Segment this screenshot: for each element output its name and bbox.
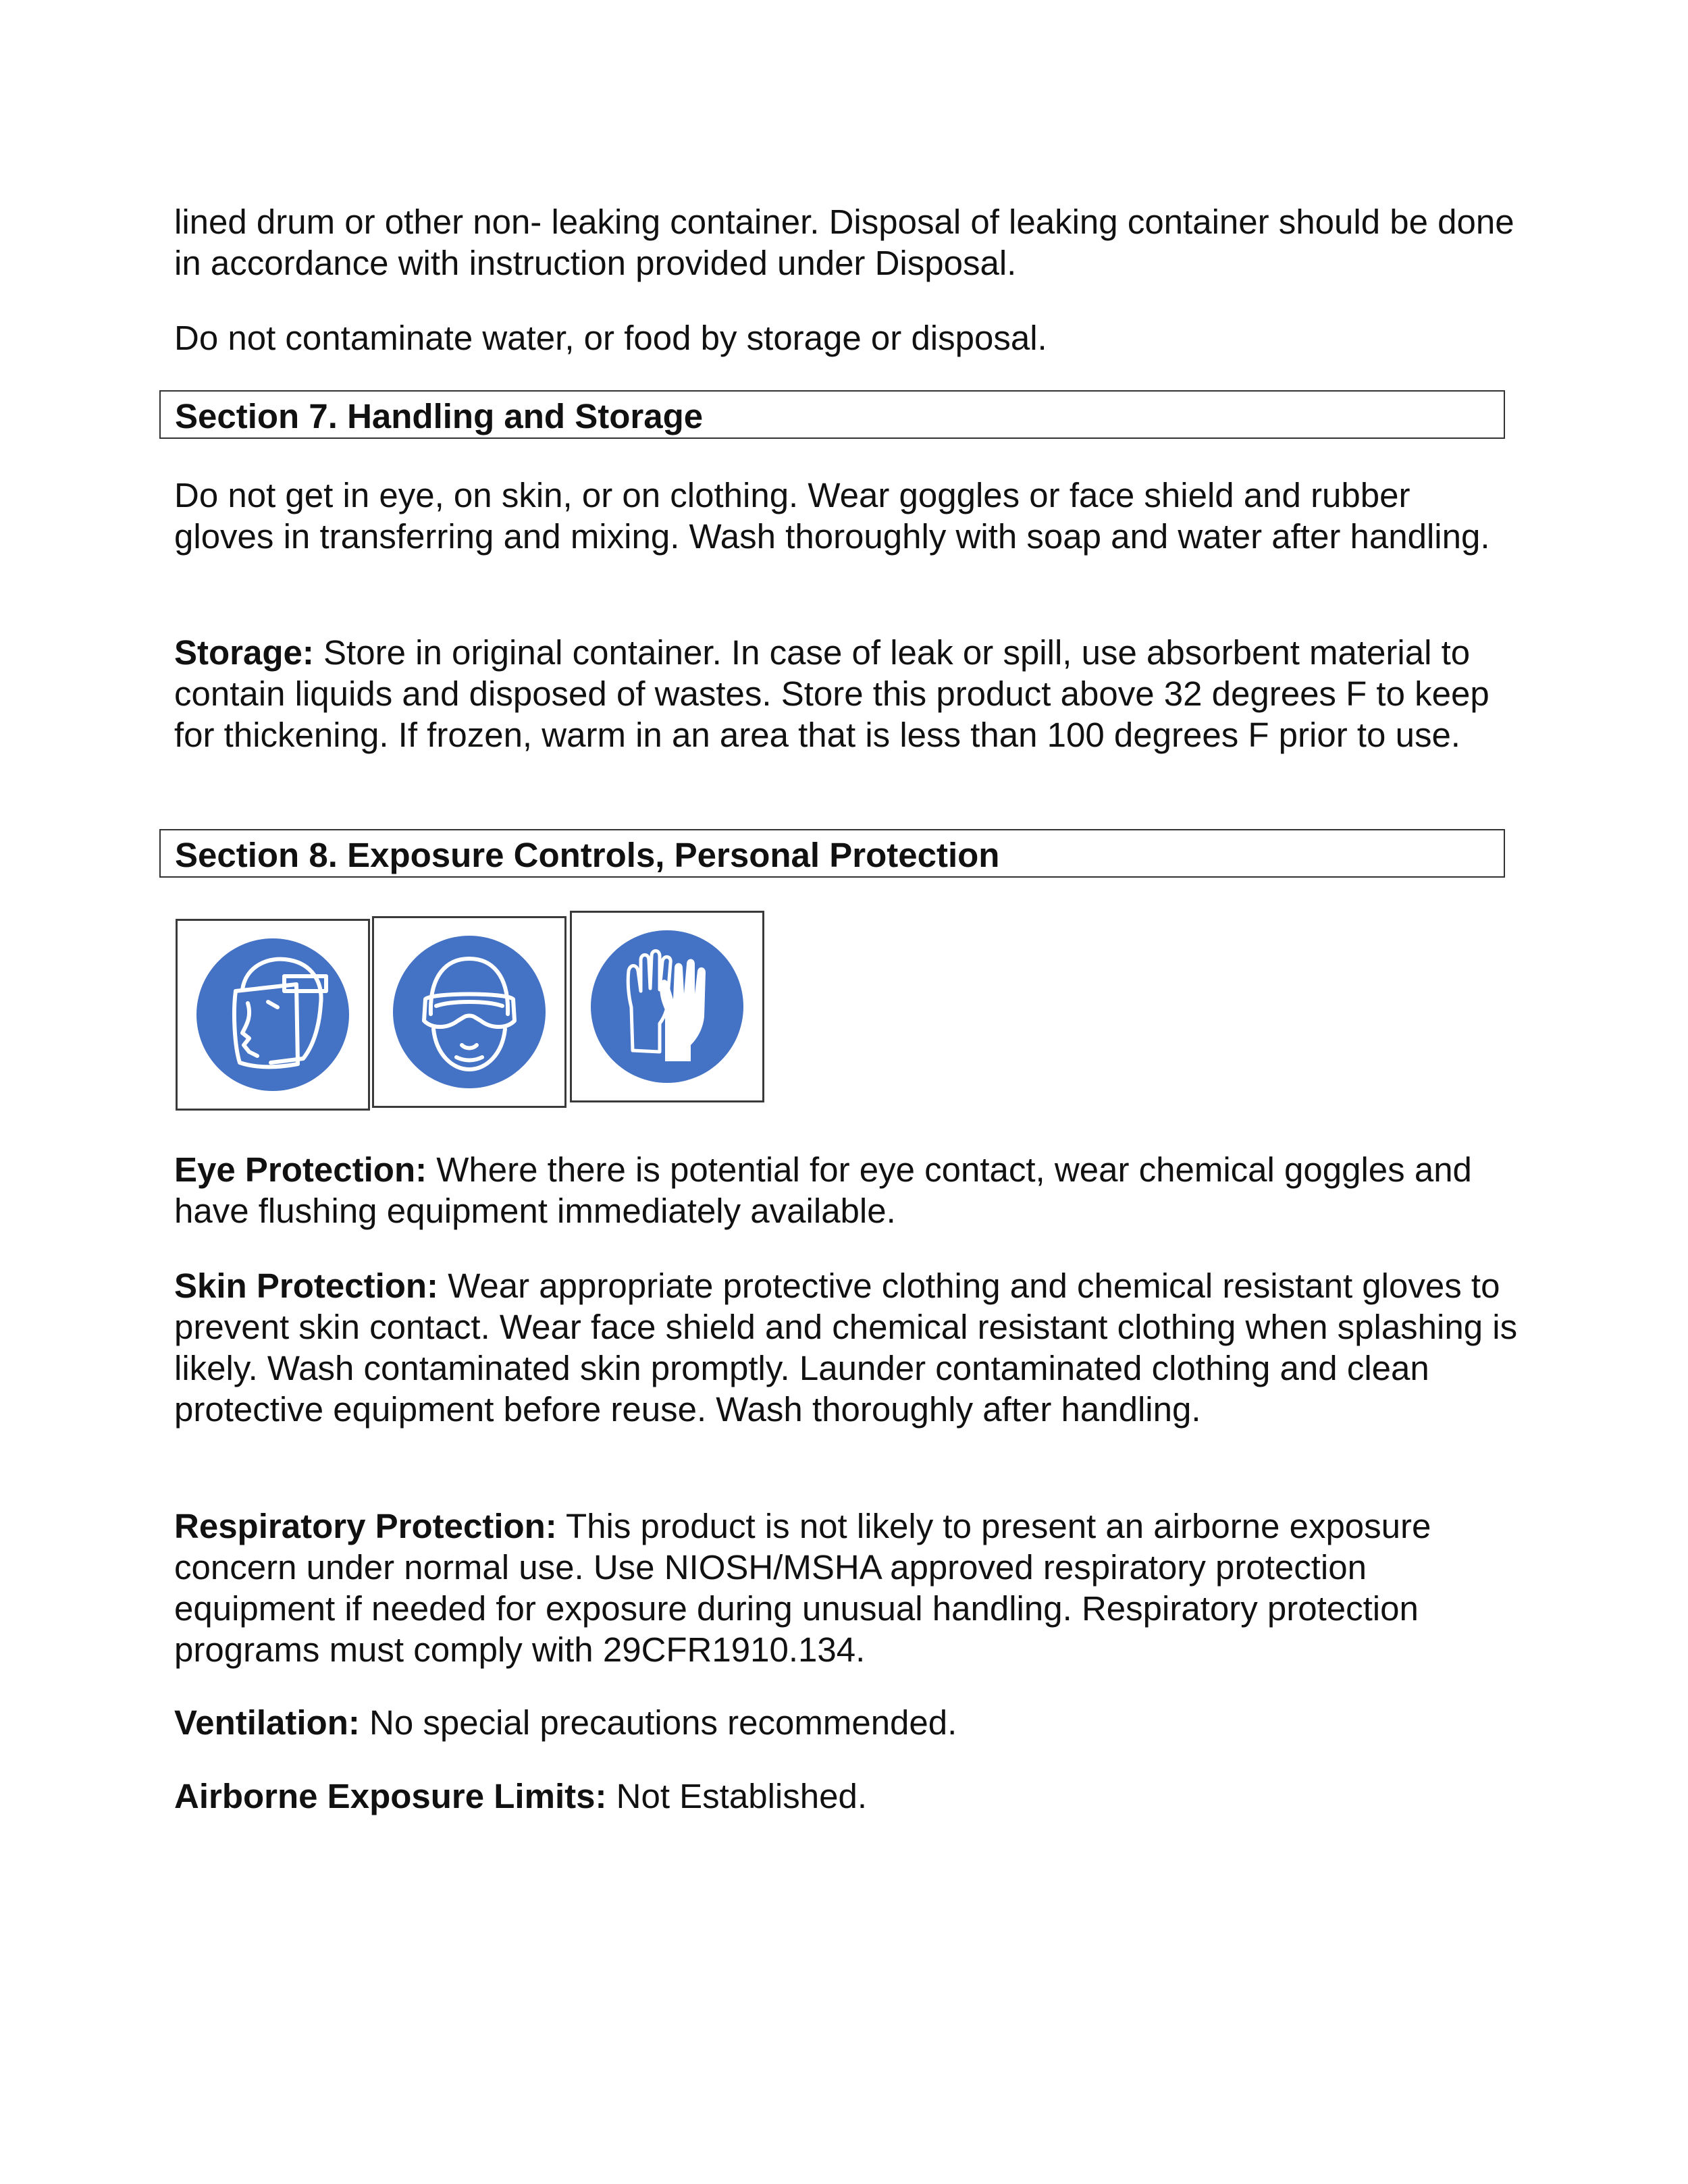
ventilation-text: No special precautions recommended. <box>359 1703 957 1742</box>
storage-text: Store in original container. In case of leak or spill, use absorbent material to contain liquids and disposed of wastes. Store this product above 32 degrees F to keep for thickening. If frozen, warm in an area that is less than 100 degrees F prior to use. <box>174 633 1489 754</box>
contamination-paragraph: Do not contaminate water, or food by storage or disposal. <box>174 319 1047 357</box>
skin-protection-text: Wear appropriate protective clothing and chemical resistant gloves to prevent skin contact. Wear face shield and chemical resistant clothing when splashing is likely. Wash contaminated skin promptly. Launder contaminated clothing and clean protective equipment before reuse. Wash thoroughly after handling. <box>174 1267 1518 1429</box>
handling-paragraph: Do not get in eye, on skin, or on clothing. Wear goggles or face shield and rubber gloves in transferring and mixing. Wash thoroughly with soap and water after handling. <box>174 476 1490 556</box>
protective-gloves-pictogram <box>570 911 764 1102</box>
ventilation-label: Ventilation: <box>174 1703 360 1742</box>
safety-goggles-pictogram <box>372 916 566 1108</box>
storage-paragraph <box>174 632 1518 755</box>
face-shield-pictogram <box>176 919 370 1111</box>
airborne-exposure-paragraph <box>174 1776 1518 1817</box>
section-7-title: Section 7. Handling and Storage <box>175 397 704 435</box>
section-7-header <box>159 390 1505 439</box>
respiratory-protection-paragraph <box>174 1506 1518 1670</box>
eye-protection-text: Where there is potential for eye contact, wear chemical goggles and have flushing equipment immediately available. <box>174 1150 1472 1230</box>
storage-label: Storage: <box>174 633 314 672</box>
airborne-exposure-label: Airborne Exposure Limits: <box>174 1777 607 1815</box>
respiratory-protection-label: Respiratory Protection: <box>174 1507 557 1545</box>
airborne-exposure-text: Not Established. <box>606 1777 867 1815</box>
respiratory-protection-text: This product is not likely to present an airborne exposure concern under normal use. Use NIOSH/MSHA approved respiratory protection equipment if needed for exposure during unusual handling. Respiratory protection programs must comply with 29CFR1910.134. <box>174 1507 1431 1669</box>
skin-protection-paragraph <box>174 1265 1518 1430</box>
face-shield-icon <box>195 937 350 1092</box>
disposal-paragraph: lined drum or other non- leaking container. Disposal of leaking container should be done in accordance with instruction provided under Disposal. <box>174 203 1514 282</box>
section-8-title: Section 8. Exposure Controls, Personal Protection <box>175 836 1000 874</box>
protective-gloves-icon <box>589 929 745 1084</box>
eye-protection-paragraph <box>174 1149 1518 1231</box>
skin-protection-label: Skin Protection: <box>174 1267 439 1305</box>
eye-protection-label: Eye Protection: <box>174 1150 427 1189</box>
section-8-header <box>159 829 1505 878</box>
ventilation-paragraph <box>174 1702 1518 1743</box>
safety-goggles-icon <box>392 934 547 1090</box>
